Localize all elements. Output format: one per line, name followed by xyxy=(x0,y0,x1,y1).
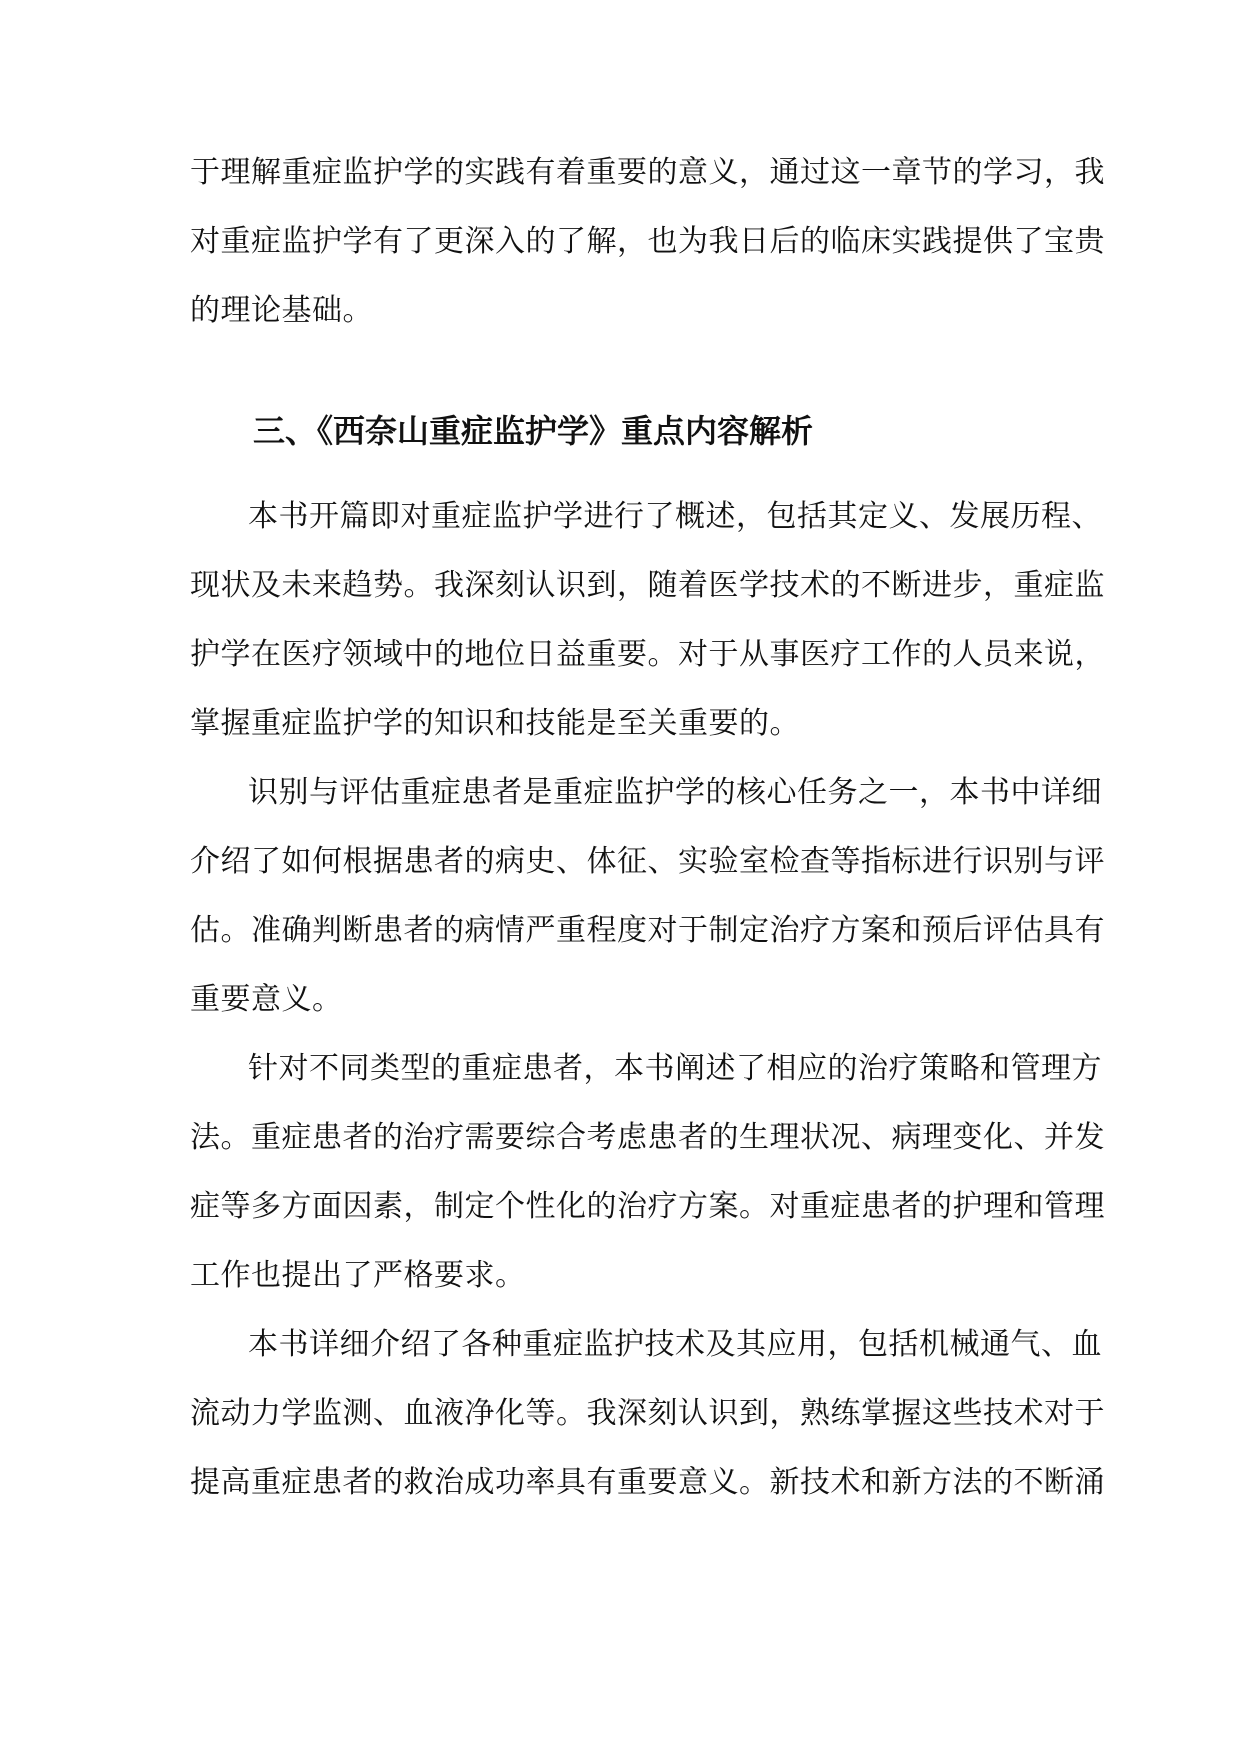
paragraph2-line-4: 重要意义。 xyxy=(190,982,343,1017)
paragraph1-line-3: 护学在医疗领域中的地位日益重要。对于从事医疗工作的人员来说， xyxy=(190,637,1105,672)
intro-line-1: 于理解重症监护学的实践有着重要的意义，通过这一章节的学习，我 xyxy=(190,155,1105,190)
paragraph3-line-4: 工作也提出了严格要求。 xyxy=(190,1258,526,1293)
paragraph4-line-3: 提高重症患者的救治成功率具有重要意义。新技术和新方法的不断涌 xyxy=(190,1465,1105,1500)
paragraph3-line-2: 法。重症患者的治疗需要综合考虑患者的生理状况、病理变化、并发 xyxy=(190,1120,1105,1155)
paragraph3-line-3: 症等多方面因素，制定个性化的治疗方案。对重症患者的护理和管理 xyxy=(190,1189,1105,1224)
paragraph4-line-2: 流动力学监测、血液净化等。我深刻认识到，熟练掌握这些技术对于 xyxy=(190,1396,1105,1431)
intro-line-2: 对重症监护学有了更深入的了解，也为我日后的临床实践提供了宝贵 xyxy=(190,224,1105,259)
paragraph1-line-1: 本书开篇即对重症监护学进行了概述，包括其定义、发展历程、 xyxy=(248,499,1102,534)
paragraph3-line-1: 针对不同类型的重症患者，本书阐述了相应的治疗策略和管理方 xyxy=(248,1051,1102,1086)
paragraph4-line-1: 本书详细介绍了各种重症监护技术及其应用，包括机械通气、血 xyxy=(248,1327,1102,1362)
paragraph1-line-2: 现状及未来趋势。我深刻认识到，随着医学技术的不断进步，重症监 xyxy=(190,568,1105,603)
paragraph1-line-4: 掌握重症监护学的知识和技能是至关重要的。 xyxy=(190,706,800,741)
paragraph2-line-3: 估。准确判断患者的病情严重程度对于制定治疗方案和预后评估具有 xyxy=(190,913,1105,948)
section-heading: 三、《西奈山重症监护学》重点内容解析 xyxy=(253,412,814,450)
intro-line-3: 的理论基础。 xyxy=(190,293,373,328)
paragraph2-line-2: 介绍了如何根据患者的病史、体征、实验室检查等指标进行识别与评 xyxy=(190,844,1105,879)
paragraph2-line-1: 识别与评估重症患者是重症监护学的核心任务之一，本书中详细 xyxy=(248,775,1102,810)
